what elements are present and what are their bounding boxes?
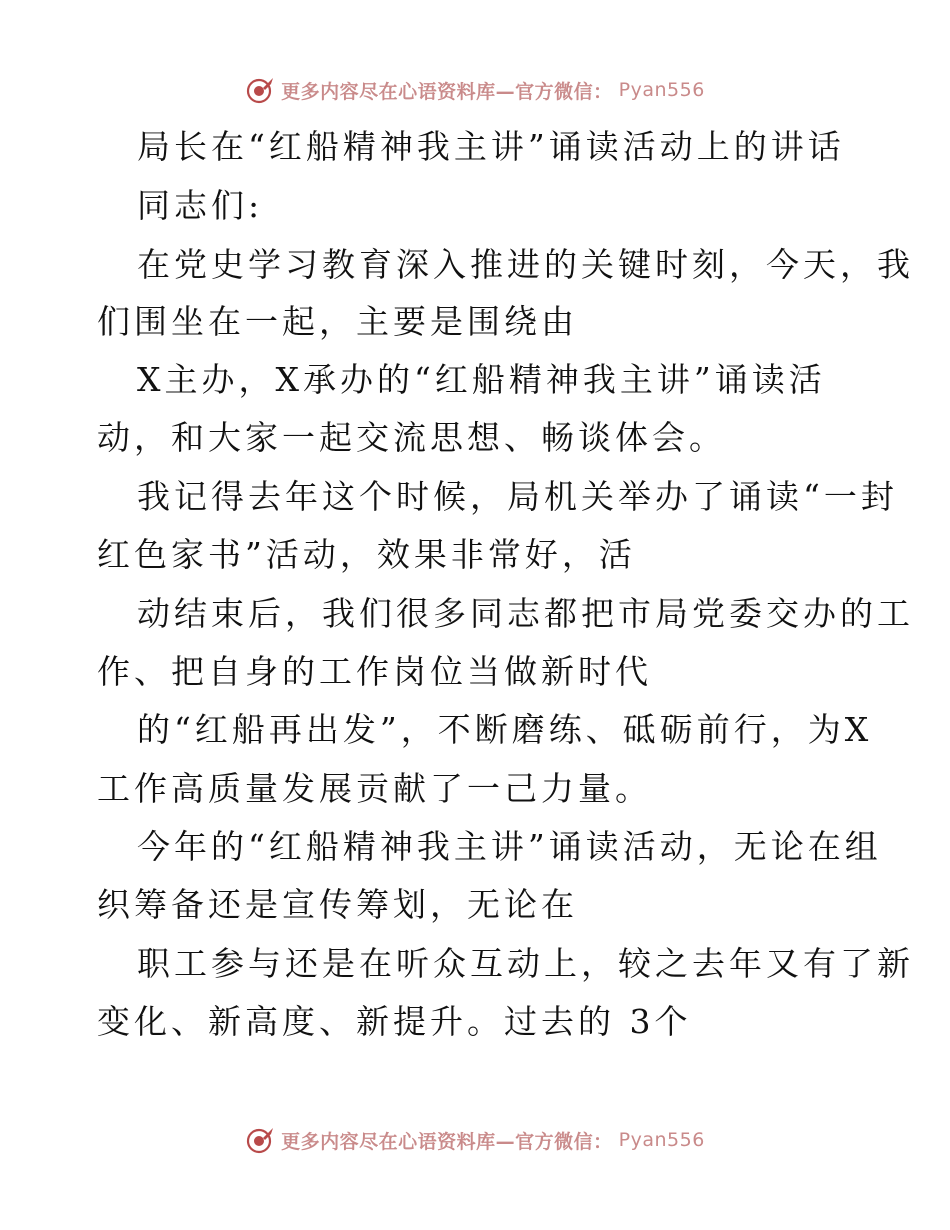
- body-line: X主办，X承办的“红船精神我主讲”诵读活: [137, 360, 826, 399]
- body-line: 今年的“红船精神我主讲”诵读活动，无论在组: [137, 827, 882, 866]
- quill-logo-icon: [245, 1125, 275, 1155]
- body-line: 职工参与还是在听众互动上，较之去年又有了新: [137, 944, 914, 983]
- body-line: 工作高质量发展贡献了一己力量。: [97, 769, 652, 808]
- body-line: 变化、新高度、新提升。过去的 3个: [97, 1002, 692, 1041]
- body-line: 在党史学习教育深入推进的关键时刻，今天，我: [137, 245, 914, 284]
- watermark-wechat-id: Pyan556: [618, 79, 705, 101]
- body-line: 我记得去年这个时候，局机关举办了诵读“一封: [137, 477, 898, 516]
- document-title: 局长在“红船精神我主讲”诵读活动上的讲话: [137, 127, 845, 166]
- body-line: 作、把自身的工作岗位当做新时代: [97, 652, 652, 691]
- body-line: 织筹备还是宣传筹划，无论在: [97, 885, 578, 924]
- body-line: 们围坐在一起，主要是围绕由: [97, 302, 578, 341]
- body-line: 的“红船再出发”，不断磨练、砥砺前行，为X: [137, 710, 873, 749]
- watermark-text: 更多内容尽在心语资料库—官方微信：: [281, 80, 613, 103]
- watermark-footer: [0, 1120, 950, 1160]
- body-line: 动，和大家一起交流思想、畅谈体会。: [97, 418, 726, 457]
- watermark-text: 更多内容尽在心语资料库—官方微信：: [281, 1130, 613, 1153]
- watermark-wechat-id: Pyan556: [618, 1129, 705, 1151]
- salutation: 同志们:: [137, 186, 264, 225]
- watermark-header: [0, 70, 950, 110]
- quill-logo-icon: [245, 75, 275, 105]
- body-line: 动结束后，我们很多同志都把市局党委交办的工: [137, 594, 914, 633]
- body-line: 红色家书”活动，效果非常好，活: [97, 535, 636, 574]
